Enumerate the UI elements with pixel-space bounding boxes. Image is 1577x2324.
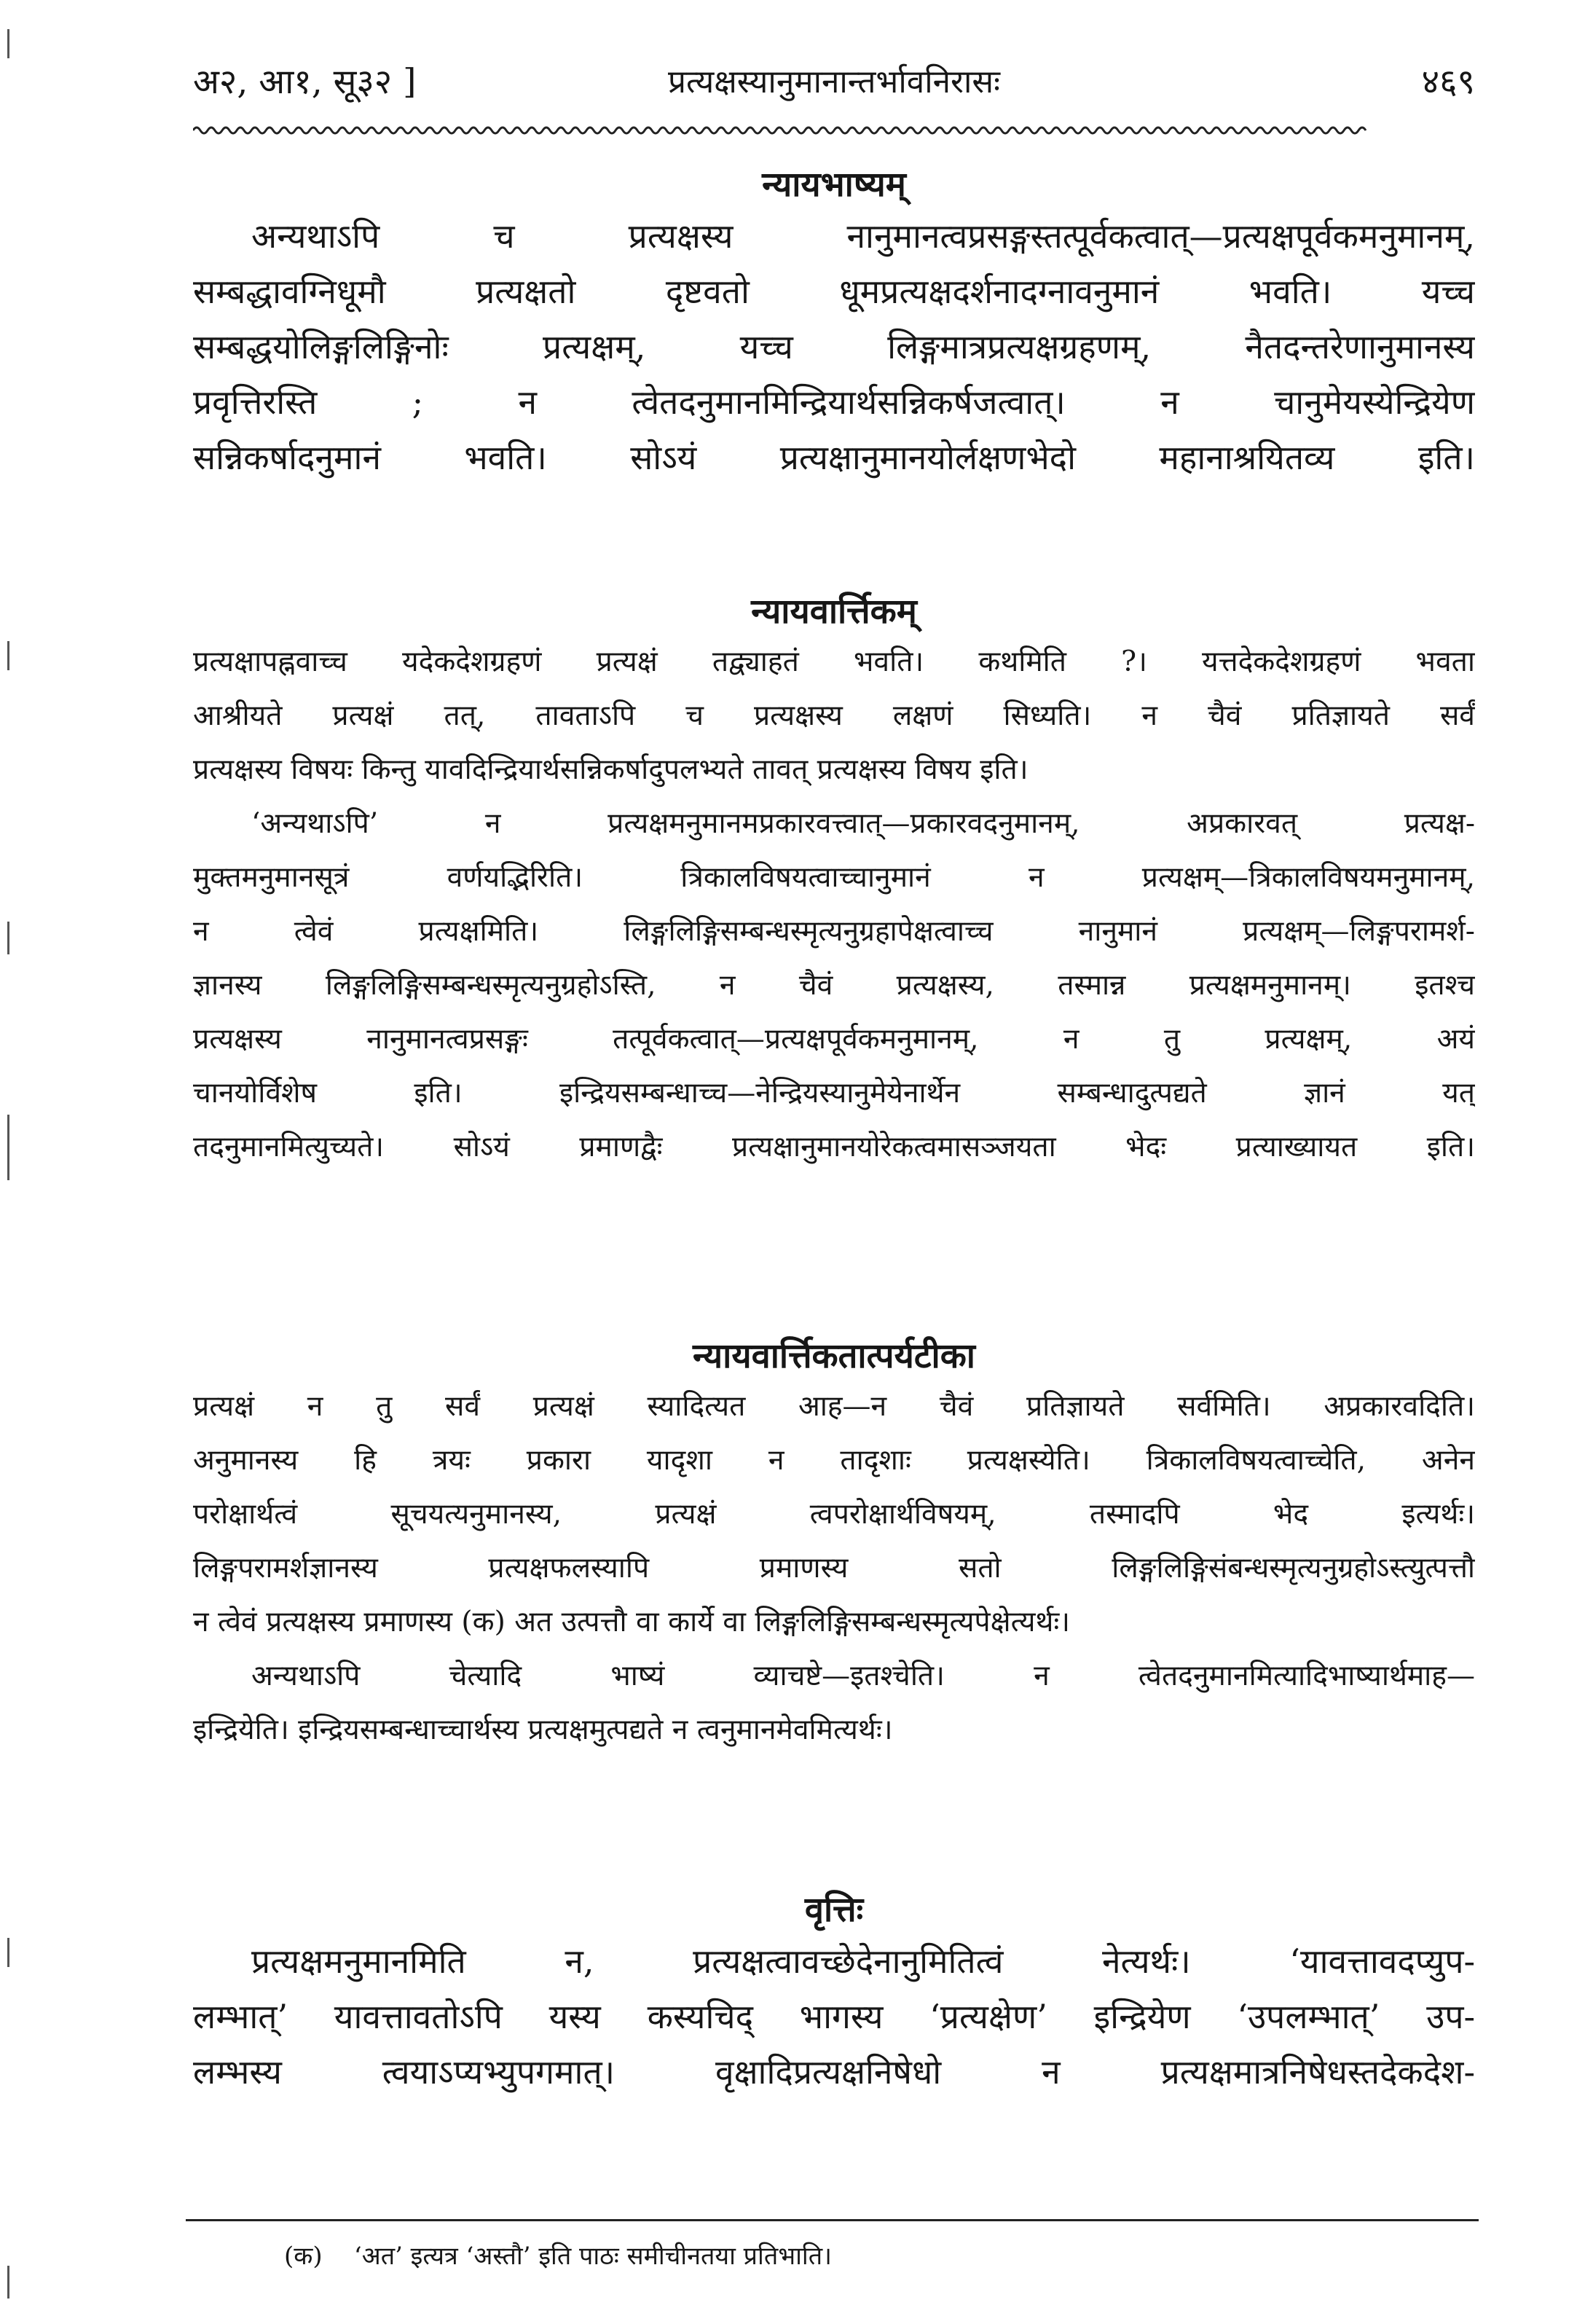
text-line: ‘अन्यथाऽपि’ न प्रत्यक्षमनुमानमप्रकारवत्त्वात्—प्रकारवदनुमानम्, अप्रकारवत् प्रत्यक्ष-	[251, 807, 1475, 840]
section-heading: न्यायभाष्यम्	[762, 165, 906, 205]
margin-mark	[7, 2266, 9, 2299]
text-line: न त्वेवं प्रत्यक्षस्य प्रमाणस्य (क) अत उत्पत्तौ वा कार्ये वा लिङ्गलिङ्गिसम्बन्धस्मृत्यपेक्षेत्यर्थः।	[193, 1606, 1071, 1638]
page-number: ४६९	[1421, 62, 1475, 102]
margin-mark	[7, 1115, 9, 1180]
text-line: चानयोर्विशेष इति। इन्द्रियसम्बन्धाच्च—नेन्द्रियस्यानुमेयेनार्थेन सम्बन्धादुत्पद्यते ज्ञानं यत्	[193, 1077, 1475, 1110]
text-line: परोक्षार्थत्वं सूचयत्यनुमानस्य, प्रत्यक्षं त्वपरोक्षार्थविषयम्, तस्मादपि भेद इत्यर्थः।	[193, 1498, 1475, 1531]
footnote	[284, 2238, 832, 2274]
text-line: तदनुमानमित्युच्यते। सोऽयं प्रमाणद्वैः प्रत्यक्षानुमानयोरेकत्वमासञ्जयता भेदः प्रत्याख्यायत इति।	[193, 1131, 1475, 1163]
wavy-rule	[193, 122, 1475, 138]
text-line: लिङ्गपरामर्शज्ञानस्य प्रत्यक्षफलस्यापि प्रमाणस्य सतो लिङ्गलिङ्गिसंबन्धस्मृत्यनुग्रहोऽस्त्युत्पत्तौ	[193, 1552, 1475, 1585]
margin-mark	[7, 1938, 9, 1967]
text-line: प्रवृत्तिरस्ति ; न त्वेतदनुमानमिन्द्रियार्थसन्निकर्षजत्वात्। न चानुमेयस्येन्द्रियेण	[193, 382, 1475, 422]
text-line: प्रत्यक्षापह्नवाच्च यदेकदेशग्रहणं प्रत्यक्षं तद्व्याहतं भवति। कथमिति ?। यत्तदेकदेशग्रहणं भवता	[193, 645, 1475, 678]
text-line: अन्यथाऽपि च प्रत्यक्षस्य नानुमानत्वप्रसङ्गस्तत्पूर्वकत्वात्—प्रत्यक्षपूर्वकमनुमानम्,	[251, 216, 1475, 256]
text-line: लम्भस्य त्वयाऽप्यभ्युपगमात्। वृक्षादिप्रत्यक्षनिषेधो न प्रत्यक्षमात्रनिषेधस्तदेकदेश-	[193, 2052, 1475, 2092]
text-line: प्रत्यक्षं न तु सर्वं प्रत्यक्षं स्यादित्यत आह—न चैवं प्रतिज्ञायते सर्वमिति। अप्रकारवदिति।	[193, 1390, 1475, 1423]
running-head	[193, 51, 1475, 109]
footnote-rule	[186, 2219, 1479, 2221]
footnote-text: ‘अत’ इत्यत्र ‘अस्तौ’ इति पाठः समीचीनतया प्रतिभाति।	[353, 2242, 832, 2271]
text-line: अनुमानस्य हि त्रयः प्रकारा यादृशा न तादृशाः प्रत्यक्षस्येति। त्रिकालविषयत्वाच्चेति, अनेन	[193, 1444, 1475, 1477]
text-line: लम्भात्’ यावत्तावतोऽपि यस्य कस्यचिद् भागस्य ‘प्रत्यक्षेण’ इन्द्रियेण ‘उपलम्भात्’ उप-	[193, 1997, 1475, 2036]
varttika-section	[193, 589, 1475, 1174]
section-heading: वृत्तिः	[804, 1890, 864, 1930]
text-line: अन्यथाऽपि चेत्यादि भाष्यं व्याचष्टे—इतश्चेति। न त्वेतदनुमानमित्यादिभाष्यार्थमाह—	[251, 1660, 1475, 1692]
text-line: ज्ञानस्य लिङ्गलिङ्गिसम्बन्धस्मृत्यनुग्रहोऽस्ति, न चैवं प्रत्यक्षस्य, तस्मान्न प्रत्यक्षमनुमानम्। इतश्च	[193, 969, 1475, 1002]
text-line: इन्द्रियेति। इन्द्रियसम्बन्धाच्चार्थस्य प्रत्यक्षमुत्पद्यते न त्वनुमानमेवमित्यर्थः।	[193, 1713, 893, 1746]
text-line: न त्वेवं प्रत्यक्षमिति। लिङ्गलिङ्गिसम्बन्धस्मृत्यनुग्रहापेक्षत्वाच्च नानुमानं प्रत्यक्षम्—लिङ्गपरामर्श-	[193, 915, 1475, 948]
text-line: सम्बद्धयोलिङ्गलिङ्गिनोः प्रत्यक्षम्, यच्च लिङ्गमात्रप्रत्यक्षग्रहणम्, नैतदन्तरेणानुमानस्य	[193, 327, 1475, 366]
margin-mark	[7, 29, 9, 58]
section-heading: न्यायवार्त्तिकतात्पर्यटीका	[693, 1336, 975, 1376]
vritti-section	[193, 1887, 1475, 2100]
text-line: प्रत्यक्षस्य विषयः किन्तु यावदिन्द्रियार्थसन्निकर्षादुपलभ्यते तावत् प्रत्यक्षस्य विषय इति।	[193, 753, 1029, 786]
text-line: सम्बद्धावग्निधूमौ प्रत्यक्षतो दृष्टवतो धूमप्रत्यक्षदर्शनादग्नावनुमानं भवति। यच्च	[193, 272, 1475, 311]
footnote-mark: (क)	[284, 2242, 323, 2271]
tika-section	[193, 1333, 1475, 1757]
margin-mark	[7, 922, 9, 954]
running-title: प्रत्यक्षस्यानुमानान्तर्भावनिरासः	[667, 63, 1001, 101]
text-line: सन्निकर्षादनुमानं भवति। सोऽयं प्रत्यक्षानुमानयोर्लक्षणभेदो महानाश्रयितव्य इति।	[193, 438, 1475, 477]
margin-mark	[7, 641, 9, 670]
chapter-reference: अ२, आ१, सू३२ ]	[193, 62, 417, 102]
text-line: प्रत्यक्षस्य नानुमानत्वप्रसङ्गः तत्पूर्वकत्वात्—प्रत्यक्षपूर्वकमनुमानम्, न तु प्रत्यक्षम्, अयं	[193, 1023, 1475, 1056]
text-line: आश्रीयते प्रत्यक्षं तत्, तावताऽपि च प्रत्यक्षस्य लक्षणं सिध्यति। न चैवं प्रतिज्ञायते सर्वं	[193, 699, 1475, 732]
text-line: प्रत्यक्षमनुमानमिति न, प्रत्यक्षत्वावच्छेदेनानुमितित्वं नेत्यर्थः। ‘यावत्तावदप्युप-	[251, 1942, 1475, 1981]
section-heading: न्यायवार्त्तिकम्	[751, 592, 917, 632]
text-line: मुक्तमनुमानसूत्रं वर्णयद्भिरिति। त्रिकालविषयत्वाच्चानुमानं न प्रत्यक्षम्—त्रिकालविषयमनुमानम्,	[193, 861, 1475, 894]
bhashya-section	[193, 162, 1475, 485]
